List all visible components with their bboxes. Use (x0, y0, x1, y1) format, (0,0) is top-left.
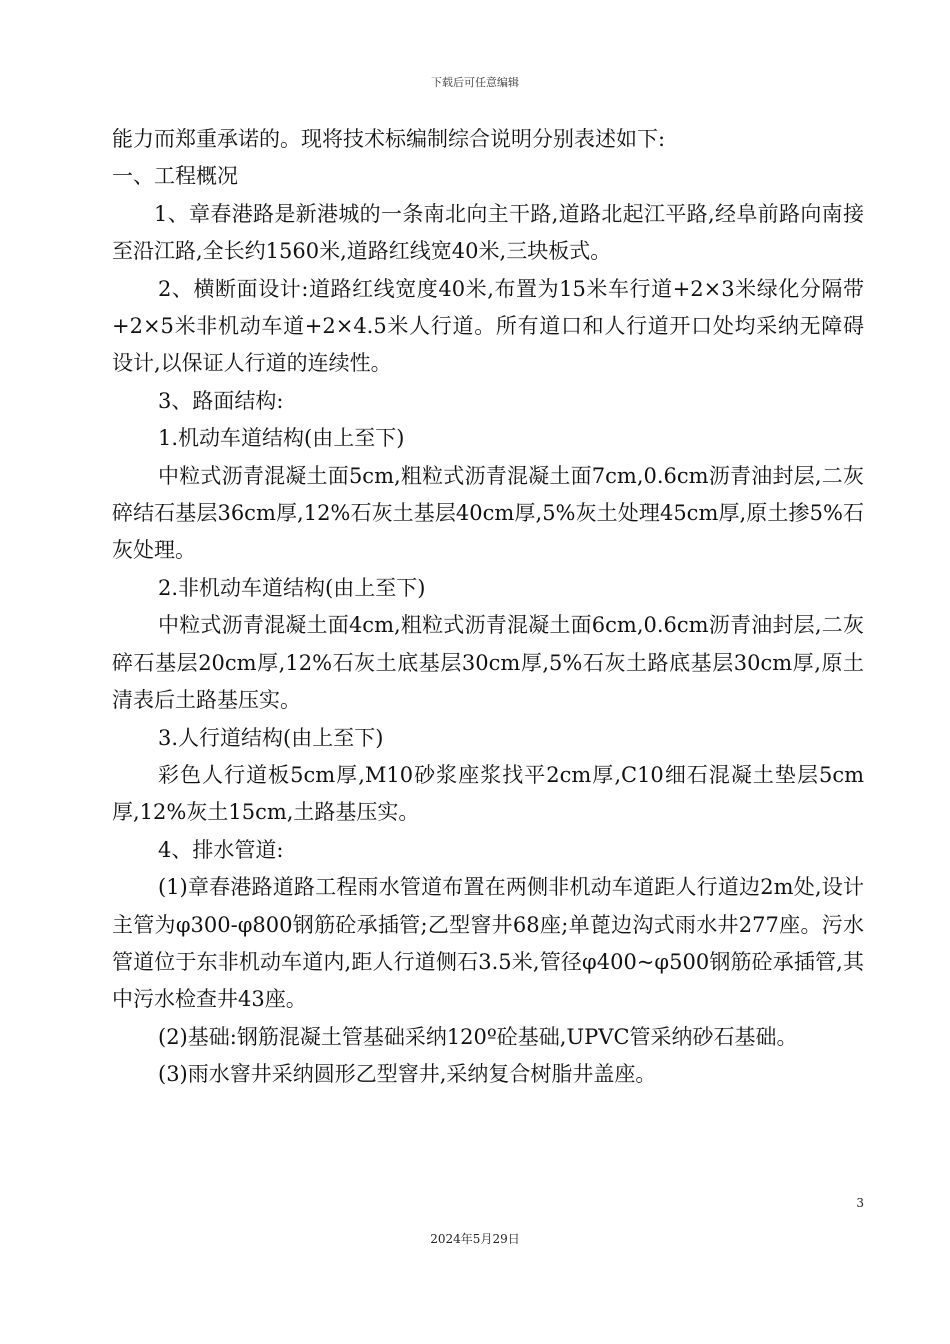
subheading-drainage: 4、排水管道: (158, 837, 284, 862)
paragraph-drainage-3: (3)雨水窨井采纳圆形乙型窨井,采纳复合树脂井盖座。 (158, 1062, 657, 1087)
subheading-sidewalk: 3.人行道结构(由上至下) (158, 725, 384, 750)
subheading-nonmotor-lane: 2.非机动车道结构(由上至下) (158, 575, 426, 600)
paragraph-intro: 能力而郑重承诺的。现将技术标编制综合说明分别表述如下: (112, 127, 666, 151)
paragraph-drainage-2: (2)基础:钢筋混凝土管基础采纳120º砼基础,UPVC管采纳砂石基础。 (158, 1024, 798, 1049)
page-number: 3 (856, 1196, 864, 1210)
header-note: 下载后可任意编辑 (431, 76, 519, 89)
paragraph-drainage-1: (1)章春港路道路工程雨水管道布置在两侧非机动车道距人行道边2m处,设计主管为φ300-φ800钢筋砼承插管;乙型窨井68座;单蓖边沟式雨水井277座。污水管道位于东非机动车道内,距人行道侧石3.5米,管径φ400~φ500钢筋砼承插管,其中污水检查井43座。 (112, 875, 864, 1012)
footer-date: 2024年5月29日 (430, 1232, 520, 1246)
subheading-pavement-structure: 3、路面结构: (158, 388, 284, 413)
subheading-motor-lane: 1.机动车道结构(由上至下) (158, 426, 405, 451)
section-heading-project-overview: 一、工程概况 (112, 164, 238, 189)
paragraph-road-overview: 1、章春港路是新港城的一条南北向主干路,道路北起江平路,经阜前路向南接至沿江路,全长约1560米,道路红线宽40米,三块板式。 (112, 201, 864, 264)
paragraph-sidewalk: 彩色人行道板5cm厚,M10砂浆座浆找平2cm厚,C10细石混凝土垫层5cm厚,12%灰土15cm,土路基压实。 (112, 762, 864, 825)
paragraph-motor-lane: 中粒式沥青混凝土面5cm,粗粒式沥青混凝土面7cm,0.6cm沥青油封层,二灰碎结石基层36cm厚,12%石灰土基层40cm厚,5%灰土处理45cm厚,原土掺5%石灰处理。 (112, 463, 864, 563)
paragraph-nonmotor-lane: 中粒式沥青混凝土面4cm,粗粒式沥青混凝土面6cm,0.6cm沥青油封层,二灰碎石基层20cm厚,12%石灰土底基层30cm厚,5%石灰土路底基层30cm厚,原土清表后土路基压实。 (112, 613, 864, 713)
paragraph-cross-section: 2、横断面设计:道路红线宽度40米,布置为15米车行道+2×3米绿化分隔带+2×5米非机动车道+2×4.5米人行道。所有道口和人行道开口处均采纳无障碍设计,以保证人行道的连续性。 (112, 276, 864, 376)
document-body (112, 121, 864, 1094)
